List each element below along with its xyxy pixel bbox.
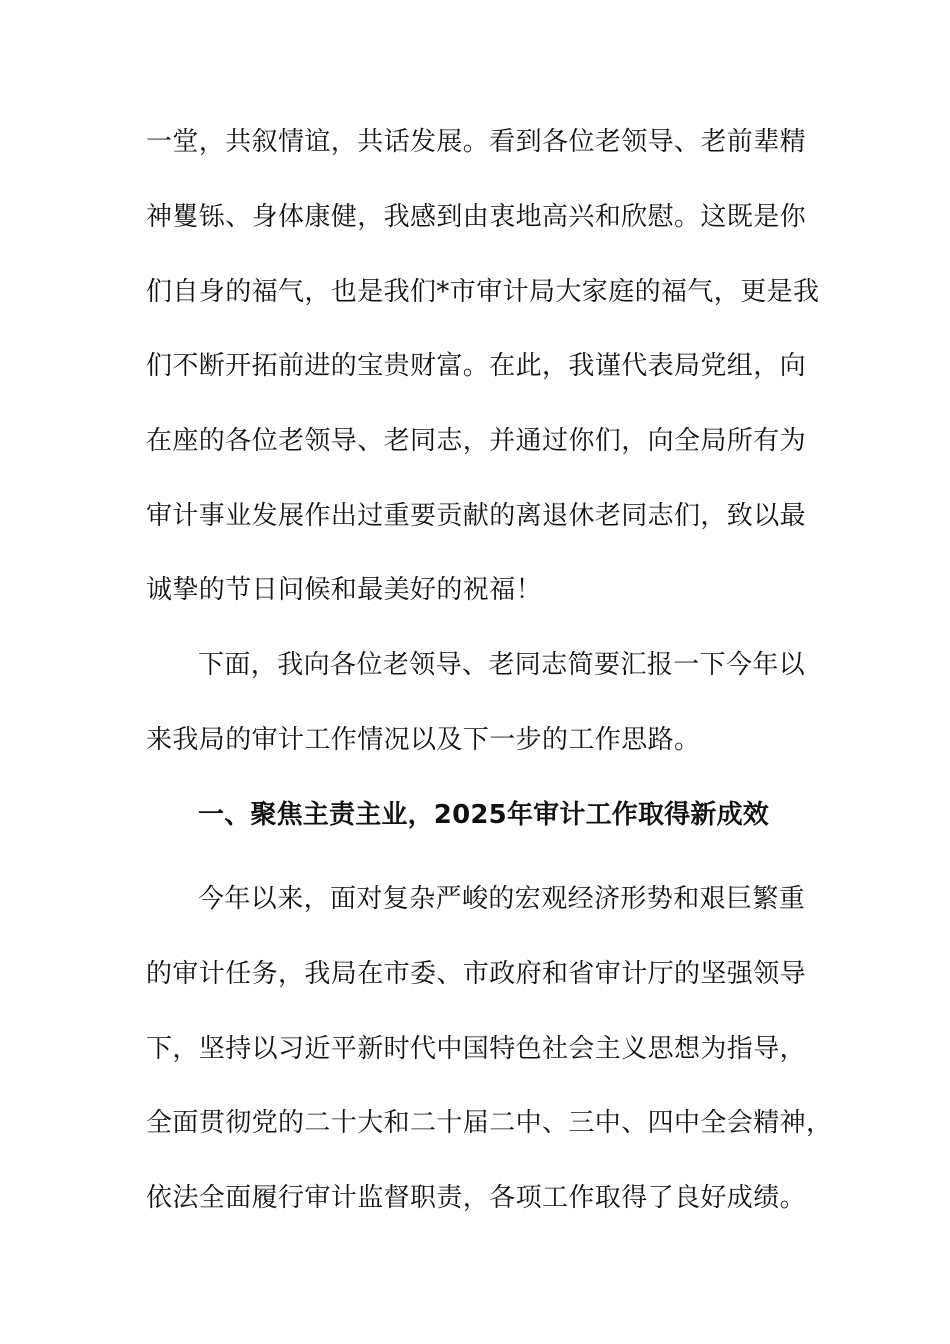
paragraph-line: 下面，我向各位老领导、老同志简要汇报一下今年以 [198, 650, 806, 680]
paragraph-line: 今年以来，面对复杂严峻的宏观经济形势和艰巨繁重 [198, 884, 806, 914]
section-heading: 一、聚焦主责主业，2025年审计工作取得新成效 [198, 800, 769, 830]
paragraph-line: 全面贯彻党的二十大和二十届二中、三中、四中全会精神， [146, 1108, 833, 1138]
paragraph-line: 们不断开拓前进的宝贵财富。在此，我谨代表局党组，向 [146, 351, 807, 381]
paragraph-line: 依法全面履行审计监督职责，各项工作取得了良好成绩。 [146, 1183, 807, 1213]
paragraph-line: 审计事业发展作出过重要贡献的离退休老同志们，致以最 [146, 501, 807, 531]
paragraph-line: 的审计任务，我局在市委、市政府和省审计厅的坚强领导 [146, 959, 807, 989]
paragraph-line: 们自身的福气，也是我们*市审计局大家庭的福气，更是我 [146, 277, 820, 307]
paragraph-line: 来我局的审计工作情况以及下一步的工作思路。 [146, 725, 701, 755]
paragraph-line: 下，坚持以习近平新时代中国特色社会主义思想为指导， [146, 1034, 807, 1064]
paragraph-line: 神矍铄、身体康健，我感到由衷地高兴和欣慰。这既是你 [146, 202, 807, 232]
paragraph-line: 在座的各位老领导、老同志，并通过你们，向全局所有为 [146, 426, 807, 456]
paragraph-line: 诚挚的节日问候和最美好的祝福！ [146, 575, 543, 605]
paragraph-line: 一堂，共叙情谊，共话发展。看到各位老领导、老前辈精 [146, 127, 807, 157]
